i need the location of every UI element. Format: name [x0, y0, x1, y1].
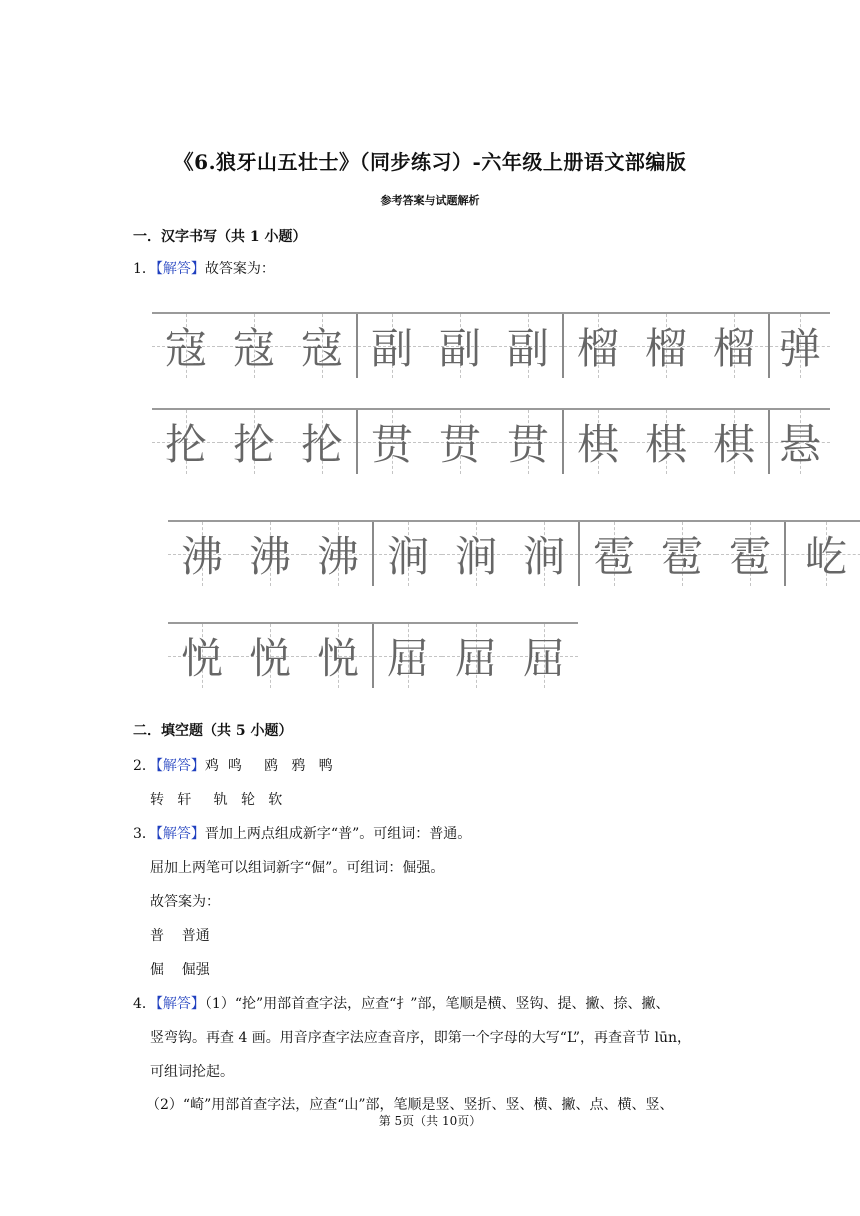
char-cell: 副	[356, 314, 426, 378]
char-cell: 涧	[442, 522, 510, 586]
char-cell: 悦	[168, 624, 236, 688]
question-number: 3．	[133, 826, 156, 842]
answer-line: 倔 倔强	[150, 962, 210, 978]
practice-grid-row-2	[152, 408, 830, 474]
char-cell: 寇	[288, 314, 356, 378]
char-cell: 悬	[768, 410, 830, 474]
answer-line: （1）“抡”用部首查字法，应查“扌”部，笔顺是横、竖钩、提、撇、捺、撇、	[204, 996, 670, 1012]
char-cell: 榴	[700, 314, 768, 378]
char-cell: 屈	[442, 624, 510, 688]
char-cell: 棋	[562, 410, 632, 474]
section-heading-1: 一．汉字书写（共 1 小题）	[133, 229, 307, 245]
char-cell: 沸	[236, 522, 304, 586]
char-cell: 抡	[288, 410, 356, 474]
question-4	[133, 993, 669, 1013]
char-cell: 寇	[220, 314, 288, 378]
char-cell: 榴	[562, 314, 632, 378]
section-heading-2: 二．填空题（共 5 小题）	[133, 723, 293, 739]
char-cell: 榴	[632, 314, 700, 378]
char-cell: 棋	[700, 410, 768, 474]
practice-grid-row-4	[168, 622, 578, 688]
char-cell: 抡	[152, 410, 220, 474]
char-cell: 弹	[768, 314, 830, 378]
char-cell: 屈	[372, 624, 442, 688]
char-cell: 悦	[304, 624, 372, 688]
answer-line: 晋加上两点组成新字“普”。可组词：普通。	[204, 826, 472, 842]
char-cell: 屈	[510, 624, 578, 688]
char-cell: 悦	[236, 624, 304, 688]
char-cell: 雹	[716, 522, 784, 586]
answer-tag: 【解答】	[155, 826, 205, 842]
char-cell: 贯	[494, 410, 562, 474]
question-number: 4．	[133, 996, 156, 1012]
question-2	[133, 755, 333, 775]
answer-line: 故答案为：	[150, 894, 220, 910]
answer-line: 竖弯钩。再查 4 画。用音序查字法应查音序，即第一个字母的大写“L”，再查音节 lūn，	[150, 1030, 692, 1046]
answer-tag: 【解答】	[155, 996, 205, 1012]
answer-line: 可组词抡起。	[150, 1064, 234, 1080]
char-cell: 副	[426, 314, 494, 378]
practice-grid-row-3	[168, 520, 860, 586]
char-cell: 雹	[578, 522, 648, 586]
char-cell: 贯	[356, 410, 426, 474]
answer-line: 鸡 鸣 鸥 鸦 鸭	[204, 758, 333, 774]
char-cell: 沸	[168, 522, 236, 586]
char-cell: 屹	[784, 522, 860, 586]
char-cell: 沸	[304, 522, 372, 586]
char-cell: 雹	[648, 522, 716, 586]
char-cell: 贯	[426, 410, 494, 474]
answer-line: 屈加上两笔可以组词新字“倔”。可组词：倔强。	[150, 860, 445, 876]
answer-line: 转 轩 轨 轮 软	[150, 792, 283, 808]
char-cell: 涧	[510, 522, 578, 586]
question-1	[133, 258, 275, 278]
char-cell: 涧	[372, 522, 442, 586]
page-footer: 第 5页（共 10页）	[378, 1114, 482, 1128]
question-3	[133, 823, 471, 843]
char-cell: 副	[494, 314, 562, 378]
answer-tag: 【解答】	[155, 758, 205, 774]
question-number: 1．	[133, 261, 156, 277]
char-cell: 寇	[152, 314, 220, 378]
page-title: 《6.狼牙山五壮士》（同步练习）-六年级上册语文部编版	[173, 150, 687, 174]
answer-tag: 【解答】	[155, 261, 205, 277]
answer-line: （2）“崎”用部首查字法，应查“山”部，笔顺是竖、竖折、竖、横、撇、点、横、竖、	[146, 1097, 674, 1113]
char-cell: 抡	[220, 410, 288, 474]
question-number: 2．	[133, 758, 156, 774]
page-subtitle: 参考答案与试题解析	[380, 194, 480, 207]
answer-line: 普 普通	[150, 928, 210, 944]
char-cell: 棋	[632, 410, 700, 474]
practice-grid-row-1	[152, 312, 830, 378]
answer-text: 故答案为：	[204, 261, 275, 277]
